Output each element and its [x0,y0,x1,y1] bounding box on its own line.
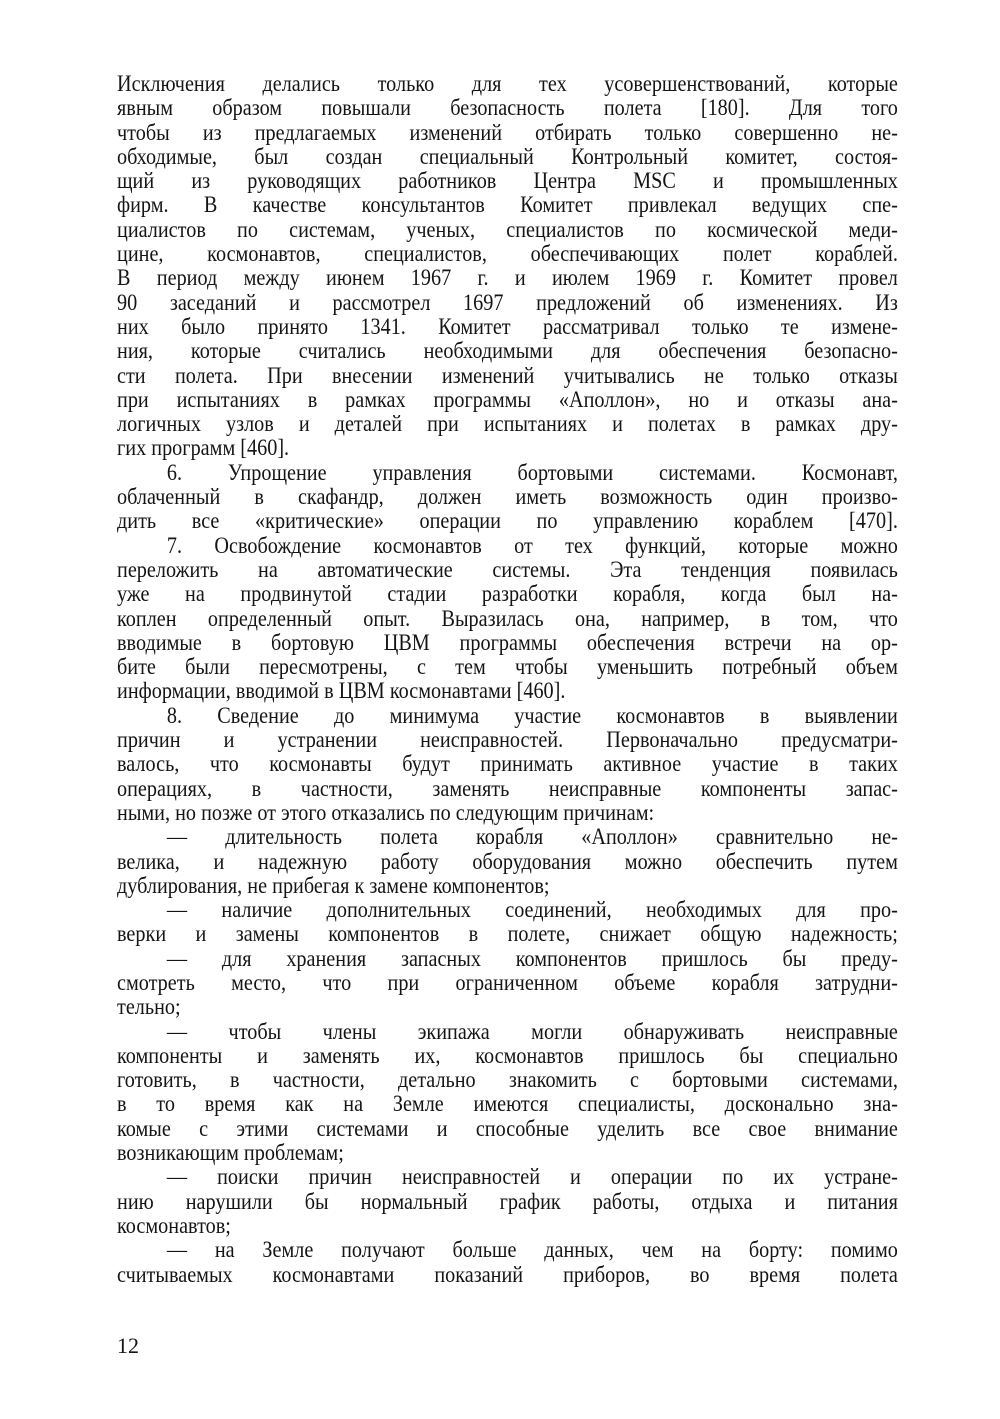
text-line: чтобы из предлагаемых изменений отбирать только совершенно не- [117,119,898,146]
text-line: в то время как на Земле имеются специалисты, досконально зна- [117,1091,898,1118]
text-line: нию нарушили бы нормальный график работы, отдыха и питания [117,1188,898,1215]
text-line: — на Земле получают больше данных, чем на борту: помимо [166,1237,898,1264]
text-line: щий из руководящих работников Центра MSC и промышленных [117,168,898,195]
text-line: Исключения делались только для тех усовершенствований, которые [117,71,898,97]
text-line: космонавтов; [117,1212,231,1239]
text-line: ния, которые считались необходимыми для обеспечения безопасно- [117,338,898,365]
text-line: велика, и надежную работу оборудования можно обеспечить путем [117,848,898,875]
text-line: готовить, в частности, детально знакомить с бортовыми системами, [117,1067,898,1094]
text-line: ными, но позже от этого отказались по следующим причинам: [117,799,655,826]
text-line: тельно; [117,994,181,1021]
text-line: облаченный в скафандр, должен иметь возможность один произво- [117,484,898,511]
text-line: возникающим проблемам; [117,1140,344,1167]
text-line: комые с этими системами и способные уделить все свое внимание [117,1115,898,1142]
text-line: дублирования, не прибегая к замене компонентов; [117,872,550,899]
text-line: смотреть место, что при ограниченном объеме корабля затрудни- [117,969,898,996]
text-line: верки и замены компонентов в полете, снижает общую надежность; [117,921,898,948]
text-line: информации, вводимой в ЦВМ космонавтами [460]. [117,678,566,705]
text-line: — чтобы члены экипажа могли обнаруживать неисправные [166,1018,898,1045]
text-line: фирм. В качестве консультантов Комитет привлекал ведущих спе- [117,192,898,219]
text-line: операциях, в частности, заменять неисправные компоненты запас- [117,775,898,802]
text-line: вводимые в бортовую ЦВМ программы обеспечения встречи на ор- [117,629,898,656]
text-line: 8. Сведение до минимума участие космонавтов в выявлении [166,702,898,729]
text-line: коплен определенный опыт. Выразилась она, например, в том, что [117,605,898,632]
text-line: — поиски причин неисправностей и операции по их устране- [166,1164,898,1191]
text-line: при испытаниях в рамках программы «Аполлон», но и отказы ана- [117,386,898,413]
page-body [117,72,898,1287]
text-line: них было принято 1341. Комитет рассматривал только те измене- [117,313,898,340]
text-line: уже на продвинутой стадии разработки корабля, когда был на- [117,581,898,608]
text-line: причин и устранении неисправностей. Первоначально предусматри- [117,727,898,754]
text-line: валось, что космонавты будут принимать активное участие в таких [117,751,898,778]
text-line: В период между июнем 1967 г. и июлем 1969 г. Комитет провел [117,265,898,292]
text-line: гих программ [460]. [117,435,290,462]
text-line: обходимые, был создан специальный Контрольный комитет, состоя- [117,143,898,170]
text-line: 90 заседаний и рассмотрел 1697 предложений об изменениях. Из [117,289,898,316]
text-line: логичных узлов и деталей при испытаниях и полетах в рамках дру- [117,411,898,438]
text-line: 7. Освобождение космонавтов от тех функций, которые можно [166,532,898,559]
page-number: 12 [117,1333,139,1358]
text-line: компоненты и заменять их, космонавтов пришлось бы специально [117,1042,898,1069]
text-line: дить все «критические» операции по управлению кораблем [470]. [117,508,898,535]
text-line: — наличие дополнительных соединений, необходимых для про- [166,897,898,924]
text-line: цине, космонавтов, специалистов, обеспечивающих полет кораблей. [117,241,898,268]
text-line: циалистов по системам, ученых, специалистов по космической меди- [117,216,898,243]
text-line: переложить на автоматические системы. Эта тенденция появилась [117,556,898,583]
text-line: сти полета. При внесении изменений учитывались не только отказы [117,362,898,389]
text-line: считываемых космонавтами показаний приборов, во время полета [117,1261,898,1288]
text-line: 6. Упрощение управления бортовыми системами. Космонавт, [166,459,898,486]
text-line: явным образом повышали безопасность полета [180]. Для того [117,95,898,122]
text-line: бите были пересмотрены, с тем чтобы уменьшить потребный объем [117,654,898,681]
text-line: — для хранения запасных компонентов пришлось бы преду- [166,945,898,972]
text-line: — длительность полета корабля «Аполлон» сравнительно не- [166,824,898,851]
